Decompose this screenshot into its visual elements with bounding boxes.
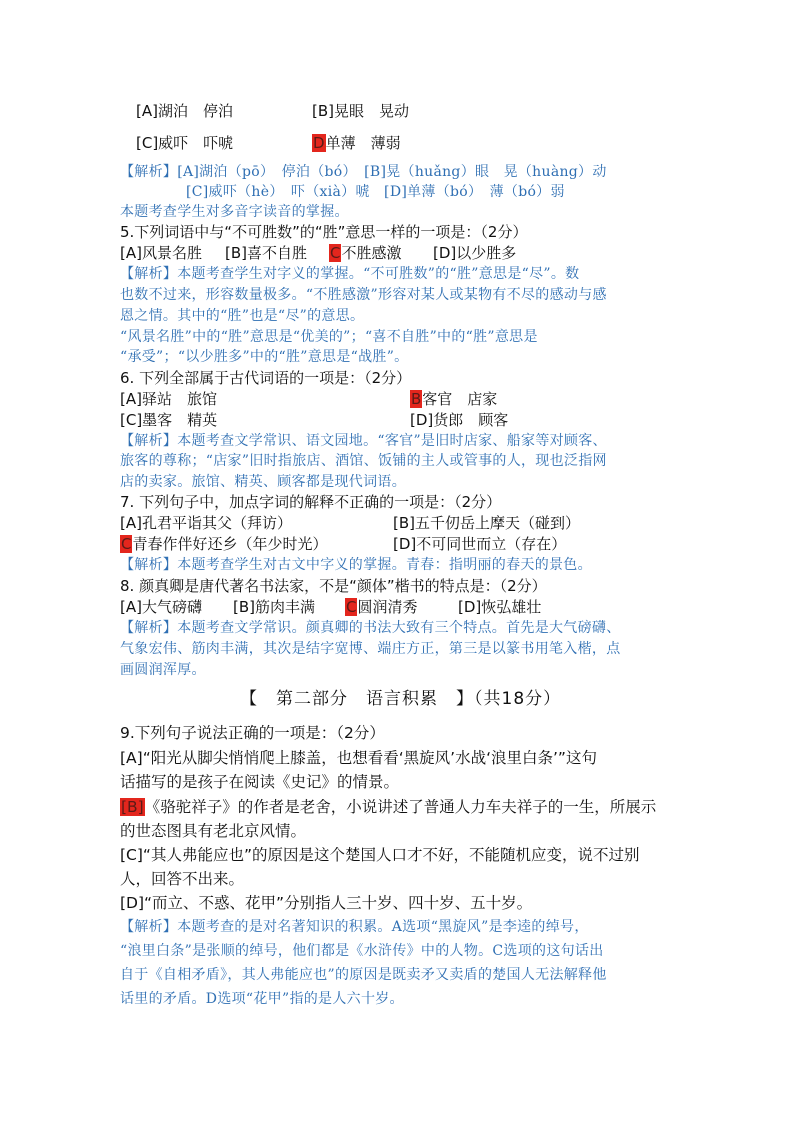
q5-explanation-line: 恩之情。其中的“胜”也是“尽”的意思。 — [120, 308, 365, 324]
explanation-tag: 【解析】 — [120, 266, 178, 282]
q8-option-d: [D]恢弘雄壮 — [458, 598, 542, 616]
q9-explanation-line — [120, 917, 589, 937]
section-heading: 【 第二部分 语言积累 】（共18分） — [240, 689, 562, 709]
explanation-tag: 【解析】 — [120, 620, 178, 636]
q6-explanation-line: 旅客的尊称；“店家”旧时指旅店、酒馆、饭铺的主人或管事的人，现也泛指网 — [120, 453, 607, 469]
q6-option-a: [A]驿站 旅馆 — [120, 390, 217, 408]
q4-explanation-line: 本题考查学生对多音字读音的掌握。 — [120, 204, 349, 220]
q5-option-d: [D]以少胜多 — [433, 244, 517, 262]
q5-option-a: [A]风景名胜 — [120, 244, 202, 262]
q6-option-b — [410, 389, 497, 409]
q5-explanation-text: 本题考查学生对字义的掌握。“不可胜数”的“胜”意思是“尽”。数 — [177, 266, 580, 282]
q6-option-d: [D]货郎 顾客 — [410, 411, 509, 429]
q8-option-c-text: 圆润清秀 — [357, 598, 418, 616]
answer-marker: C — [121, 535, 132, 553]
explanation-tag: 【解析】 — [120, 433, 178, 449]
q6-stem: 6. 下列全部属于古代词语的一项是：（2分） — [120, 369, 412, 387]
answer-marker: C — [330, 244, 341, 262]
q6-explanation-line — [120, 431, 607, 451]
q9-explanation-line: 自于《自相矛盾》，其人弗能应也”的原因是既卖矛又卖盾的楚国人无法解释他 — [120, 967, 607, 983]
q9-option-a-line: [A]“阳光从脚尖悄悄爬上膝盖，也想看看‘黑旋风’水战‘浪里白条’”这句 — [120, 749, 597, 767]
q7-option-c — [120, 534, 328, 554]
q6-option-b-text: 客官 店家 — [422, 390, 498, 408]
q9-option-c-line: [C]“其人弗能应也”的原因是这个楚国人口才不好，不能随机应变，说不过别 — [120, 846, 640, 864]
q8-explanation-line: 画圆润浑厚。 — [120, 662, 206, 678]
q4-option-d-text: 单薄 薄弱 — [325, 134, 401, 152]
q9-option-b-line — [120, 796, 656, 818]
q4-option-d — [312, 133, 401, 153]
q4-option-a: [A]湖泊 停泊 — [136, 102, 233, 120]
explanation-tag: 【解析】 — [120, 919, 178, 935]
q7-option-b: [B]五千仞岳上摩天（碰到） — [393, 514, 580, 532]
q7-explanation-line — [120, 555, 592, 575]
q8-explanation-text: 本题考查文学常识。颜真卿的书法大致有三个特点。首先是大气磅礴、 — [177, 620, 621, 636]
q9-option-d: [D]“而立、不惑、花甲”分别指人三十岁、四十岁、五十岁。 — [120, 894, 533, 912]
answer-marker: C — [346, 598, 357, 616]
answer-marker: [B] — [121, 798, 144, 816]
q5-explanation-line: “风景名胜”中的“胜”意思是“优美的”；“喜不自胜”中的“胜”意思是 — [120, 329, 538, 345]
q8-stem: 8. 颜真卿是唐代著名书法家，不是“颜体”楷书的特点是：（2分） — [120, 577, 547, 595]
explanation-tag: 【解析】 — [120, 557, 178, 573]
q9-option-c-line: 人，回答不出来。 — [120, 870, 245, 888]
q6-explanation-line: 店的卖家。旅馆、精英、顾客都是现代词语。 — [120, 474, 406, 490]
q5-explanation-line: “承受”；“以少胜多”中的“胜”意思是“战胜”。 — [120, 349, 409, 365]
q9-option-b-text: 《骆驼祥子》的作者是老舍，小说讲述了普通人力车夫祥子的一生，所展示 — [144, 798, 657, 816]
q6-explanation-text: 本题考查文学常识、语文园地。“客官”是旧时店家、船家等对顾客、 — [177, 433, 607, 449]
q4-explanation-line — [120, 162, 607, 182]
q8-option-c — [345, 597, 418, 617]
q5-stem: 5.下列词语中与“不可胜数”的“胜”意思一样的一项是：（2分） — [120, 223, 528, 241]
q9-explanation-text: 本题考查的是对名著知识的积累。A选项“黑旋风”是李逵的绰号， — [177, 919, 589, 935]
q9-explanation-line: “浪里白条”是张顺的绰号，他们都是《水浒传》中的人物。C选项的这句话出 — [120, 943, 604, 959]
q8-explanation-line: 气象宏伟、筋肉丰满，其次是结字宽博、端庄方正，第三是以篆书用笔入楷，点 — [120, 641, 621, 657]
q7-explanation-text: 本题考查学生对古文中字义的掌握。青春：指明丽的春天的景色。 — [177, 557, 592, 573]
q7-option-a: [A]孔君平诣其父（拜访） — [120, 514, 292, 532]
q6-option-c: [C]墨客 精英 — [120, 411, 218, 429]
q9-explanation-line: 话里的矛盾。D选项“花甲”指的是人六十岁。 — [120, 991, 404, 1007]
q4-option-c: [C]威吓 吓唬 — [136, 134, 234, 152]
q8-option-b: [B]筋肉丰满 — [233, 598, 315, 616]
answer-marker: B — [411, 390, 422, 408]
q5-option-b: [B]喜不自胜 — [225, 244, 307, 262]
q5-explanation-line: 也数不过来，形容数量极多。“不胜感激”形容对某人或某物有不尽的感动与感 — [120, 287, 607, 303]
q4-explanation-text: [A]湖泊（pō） 停泊（bó） [B]晃（huǎng）眼 晃（huàng）动 — [177, 164, 607, 180]
explanation-tag: 【解析】 — [120, 164, 178, 180]
q7-option-c-text: 青春作伴好还乡（年少时光） — [132, 535, 328, 553]
q9-stem: 9.下列句子说法正确的一项是：（2分） — [120, 724, 385, 742]
q5-option-c — [329, 243, 402, 263]
q5-option-c-text: 不胜感激 — [341, 244, 402, 262]
q5-explanation-line — [120, 264, 579, 284]
q4-option-b: [B]晃眼 晃动 — [312, 102, 409, 120]
answer-marker: D — [313, 134, 325, 152]
q4-explanation-line: [C]威吓（hè） 吓（xià）唬 [D]单薄（bó） 薄（bó）弱 — [186, 184, 565, 200]
q8-option-a: [A]大气磅礴 — [120, 598, 202, 616]
q7-option-d: [D]不可同世而立（存在） — [393, 535, 567, 553]
q9-option-a-line: 话描写的是孩子在阅读《史记》的情景。 — [120, 773, 400, 791]
q9-option-b-line: 的世态图具有老北京风情。 — [120, 822, 307, 840]
q7-stem: 7. 下列句子中，加点字词的解释不正确的一项是：（2分） — [120, 493, 502, 511]
q8-explanation-line — [120, 618, 621, 638]
